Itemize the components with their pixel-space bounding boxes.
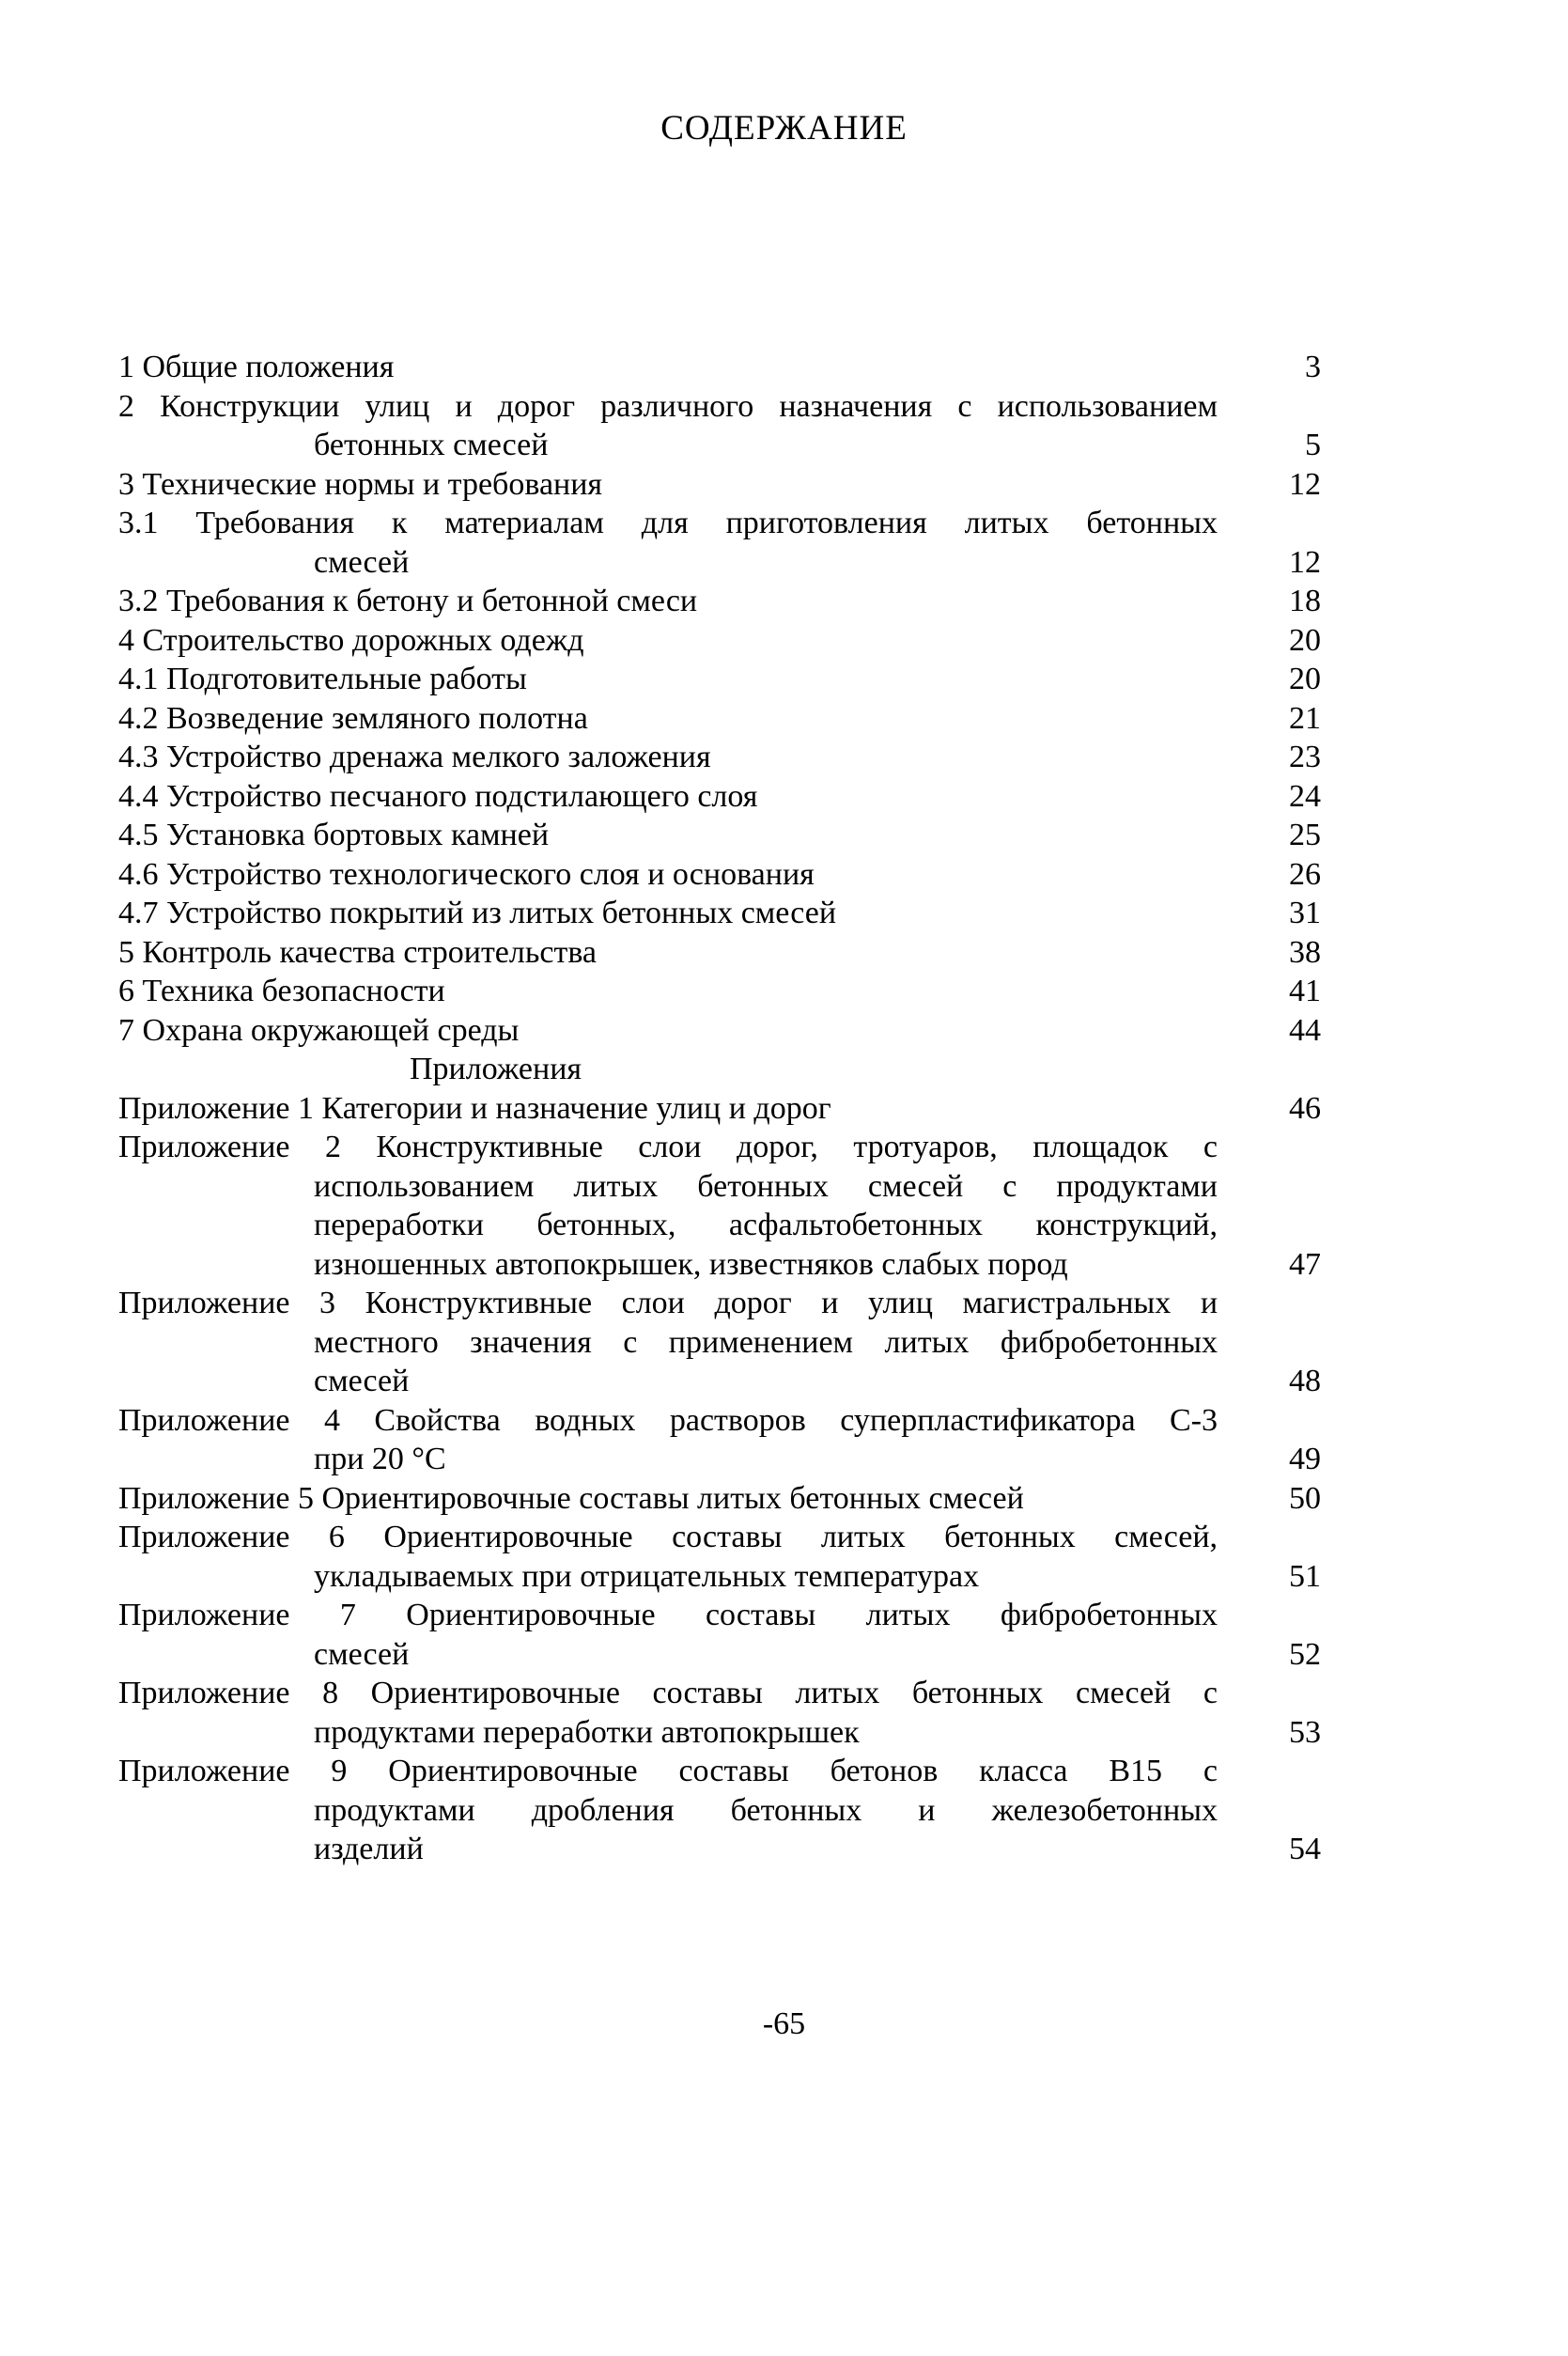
appendix-label: Приложение 2 xyxy=(118,1130,341,1164)
toc-entry xyxy=(118,387,1321,465)
toc-entry-number: 2 xyxy=(118,388,134,424)
toc-entry-title xyxy=(118,582,1321,621)
toc-entry xyxy=(118,894,1321,933)
toc-entry-text: Конструкции улиц и дорог различного назначения с использованием xyxy=(160,388,1219,424)
toc-page-number: 20 xyxy=(1289,662,1321,696)
toc-entry-number: 4.3 xyxy=(118,740,159,774)
appendix-title xyxy=(118,1089,1321,1129)
appendix-label: Приложение 1 xyxy=(118,1090,314,1126)
toc-entry xyxy=(118,933,1321,973)
appendix-title xyxy=(118,1674,1321,1713)
toc-page-number: 44 xyxy=(1289,1012,1321,1048)
appendix-entry xyxy=(118,1401,1321,1479)
toc-entry-number: 4 xyxy=(118,622,134,658)
toc-entry-number: 4.2 xyxy=(118,700,159,736)
toc-entry xyxy=(118,582,1321,621)
appendix-continuation: изношенных автопокрышек, известняков слабых пород xyxy=(314,1246,1068,1282)
appendix-text: Ориентировочные составы литых бетонных смесей, xyxy=(383,1520,1219,1554)
table-of-contents xyxy=(118,348,1321,1869)
toc-entry xyxy=(118,855,1321,895)
appendix-heading: Приложения xyxy=(410,1052,582,1086)
appendix-entry xyxy=(118,1596,1321,1674)
toc-page-number: 48 xyxy=(1289,1364,1321,1398)
toc-entry-number: 4.4 xyxy=(118,778,159,814)
toc-entry-number: 4.6 xyxy=(118,856,159,892)
toc-entry-text: Устройство технологического слоя и основания xyxy=(166,856,815,892)
appendix-title xyxy=(118,1401,1321,1441)
toc-page-number: 38 xyxy=(1289,934,1321,970)
toc-page-number: 5 xyxy=(1305,428,1321,462)
appendix-text: Конструктивные слои дорог, тротуаров, площадок с xyxy=(376,1130,1218,1164)
appendix-continuation: местного значения с применением литых фибробетонных xyxy=(314,1324,1218,1360)
appendix-continuation: при 20 °С xyxy=(314,1442,446,1476)
toc-page-number: 54 xyxy=(1289,1832,1321,1866)
appendix-label: Приложение 6 xyxy=(118,1520,345,1554)
appendix-title xyxy=(118,1128,1321,1167)
toc-entry xyxy=(118,738,1321,777)
appendix-continuation: смесей xyxy=(314,1636,410,1672)
toc-page-number: 50 xyxy=(1289,1480,1321,1516)
toc-entry xyxy=(118,348,1321,387)
appendix-label: Приложение 3 xyxy=(118,1286,336,1320)
appendix-continuation: использованием литых бетонных смесей с продуктами xyxy=(314,1168,1218,1204)
toc-entry-number: 4.7 xyxy=(118,896,159,930)
appendix-continuation: продуктами дробления бетонных и железобетонных xyxy=(314,1792,1218,1828)
toc-entry-title xyxy=(118,660,1321,699)
toc-entry-number: 3 xyxy=(118,466,134,502)
toc-entry-number: 7 xyxy=(118,1012,134,1048)
appendix-continuation: смесей xyxy=(314,1364,410,1398)
toc-page-number: 21 xyxy=(1289,700,1321,736)
appendix-continuation: изделий xyxy=(314,1832,424,1866)
toc-page-number: 12 xyxy=(1289,466,1321,502)
toc-entry-title xyxy=(118,855,1321,895)
toc-entry-text: Устройство песчаного подстилающего слоя xyxy=(166,778,758,814)
appendix-entry xyxy=(118,1752,1321,1869)
toc-entry-title xyxy=(118,699,1321,739)
toc-entry-continuation: смесей xyxy=(314,544,410,580)
toc-page-number: 12 xyxy=(1289,544,1321,580)
toc-page-number: 47 xyxy=(1289,1246,1321,1282)
page-number: -65 xyxy=(762,2006,806,2041)
toc-page-number: 18 xyxy=(1289,584,1321,618)
toc-entry-text: Возведение земляного полотна xyxy=(166,700,588,736)
appendix-continuation: переработки бетонных, асфальтобетонных конструкций, xyxy=(314,1208,1218,1242)
appendix-title xyxy=(118,1479,1321,1519)
toc-page-number: 49 xyxy=(1289,1442,1321,1476)
toc-entry-title xyxy=(118,465,1321,505)
toc-entry-title xyxy=(118,894,1321,933)
toc-entry-text: Устройство покрытий из литых бетонных смесей xyxy=(166,896,837,930)
toc-page-number: 23 xyxy=(1289,740,1321,774)
page-title: СОДЕРЖАНИЕ xyxy=(660,109,908,148)
toc-entry-text: Требования к материалам для приготовления литых бетонных xyxy=(195,506,1218,540)
appendix-entry xyxy=(118,1089,1321,1129)
toc-entry-text: Требования к бетону и бетонной смеси xyxy=(166,584,698,618)
toc-entry-title xyxy=(118,387,1321,427)
appendix-text: Свойства водных растворов суперпластификатора С-3 xyxy=(374,1402,1218,1438)
appendix-title xyxy=(118,1596,1321,1635)
appendix-text: Конструктивные слои дорог и улиц магистральных и xyxy=(365,1286,1219,1320)
appendix-title xyxy=(118,1284,1321,1323)
toc-entry-title xyxy=(118,972,1321,1011)
toc-entry xyxy=(118,621,1321,661)
toc-entry-title xyxy=(118,1011,1321,1051)
toc-page-number: 25 xyxy=(1289,818,1321,852)
toc-entry-text: Контроль качества строительства xyxy=(142,934,598,970)
appendix-entry xyxy=(118,1479,1321,1519)
toc-page-number: 52 xyxy=(1289,1636,1321,1672)
toc-entry-title xyxy=(118,348,1321,387)
appendix-entry xyxy=(118,1128,1321,1284)
toc-entry-title xyxy=(118,933,1321,973)
toc-entry-title xyxy=(118,504,1321,543)
toc-entry-number: 5 xyxy=(118,934,134,970)
toc-entry-text: Охрана окружающей среды xyxy=(142,1012,520,1048)
toc-entry xyxy=(118,1011,1321,1051)
appendix-text: Ориентировочные составы литых бетонных смесей xyxy=(321,1480,1024,1516)
toc-page-number: 31 xyxy=(1289,896,1321,930)
toc-entry-continuation: бетонных смесей xyxy=(314,428,549,462)
toc-entry-text: Подготовительные работы xyxy=(166,662,527,696)
appendix-title xyxy=(118,1752,1321,1791)
toc-entry-text: Строительство дорожных одежд xyxy=(142,622,584,658)
appendix-continuation: продуктами переработки автопокрышек xyxy=(314,1714,860,1750)
appendix-entry xyxy=(118,1518,1321,1596)
appendix-text: Ориентировочные составы литых бетонных смесей с xyxy=(370,1676,1219,1710)
appendix-label: Приложение 9 xyxy=(118,1754,348,1788)
toc-page-number: 53 xyxy=(1289,1714,1321,1750)
toc-entry xyxy=(118,699,1321,739)
toc-entry xyxy=(118,465,1321,505)
toc-page-number: 51 xyxy=(1289,1558,1321,1594)
toc-page-number: 20 xyxy=(1289,622,1321,658)
toc-entry xyxy=(118,816,1321,855)
appendix-entry xyxy=(118,1674,1321,1752)
appendix-text: Категории и назначение улиц и дорог xyxy=(321,1090,831,1126)
toc-entry-text: Общие положения xyxy=(142,350,395,384)
toc-entry-number: 4.1 xyxy=(118,662,159,696)
toc-entry-title xyxy=(118,777,1321,817)
toc-entry-number: 3.1 xyxy=(118,506,159,540)
toc-entry xyxy=(118,504,1321,582)
toc-page-number: 26 xyxy=(1289,856,1321,892)
toc-entry-number: 6 xyxy=(118,974,134,1008)
appendix-label: Приложение 7 xyxy=(118,1598,356,1632)
toc-page-number: 24 xyxy=(1289,778,1321,814)
appendix-label: Приложение 4 xyxy=(118,1402,340,1438)
toc-page-number: 41 xyxy=(1289,974,1321,1008)
appendix-label: Приложение 8 xyxy=(118,1676,339,1710)
toc-entry-title xyxy=(118,738,1321,777)
appendix-entry xyxy=(118,1284,1321,1401)
toc-entry-number: 4.5 xyxy=(118,818,159,852)
toc-entry-number: 3.2 xyxy=(118,584,159,618)
toc-entry-text: Технические нормы и требования xyxy=(142,466,603,502)
toc-entry-text: Устройство дренажа мелкого заложения xyxy=(166,740,711,774)
appendix-label: Приложение 5 xyxy=(118,1480,314,1516)
toc-page-number: 46 xyxy=(1289,1090,1321,1126)
toc-entry-number: 1 xyxy=(118,350,134,384)
toc-entry xyxy=(118,777,1321,817)
toc-entry-title xyxy=(118,621,1321,661)
toc-entry-text: Техника безопасности xyxy=(142,974,445,1008)
appendix-text: Ориентировочные составы бетонов класса В15 с xyxy=(388,1754,1218,1788)
toc-entry-title xyxy=(118,816,1321,855)
appendix-text: Ориентировочные составы литых фибробетонных xyxy=(406,1598,1219,1632)
toc-entry xyxy=(118,972,1321,1011)
toc-entry-text: Установка бортовых камней xyxy=(166,818,550,852)
appendix-continuation: укладываемых при отрицательных температурах xyxy=(314,1558,980,1594)
toc-entry xyxy=(118,660,1321,699)
toc-page-number: 3 xyxy=(1305,350,1321,384)
appendix-title xyxy=(118,1518,1321,1557)
